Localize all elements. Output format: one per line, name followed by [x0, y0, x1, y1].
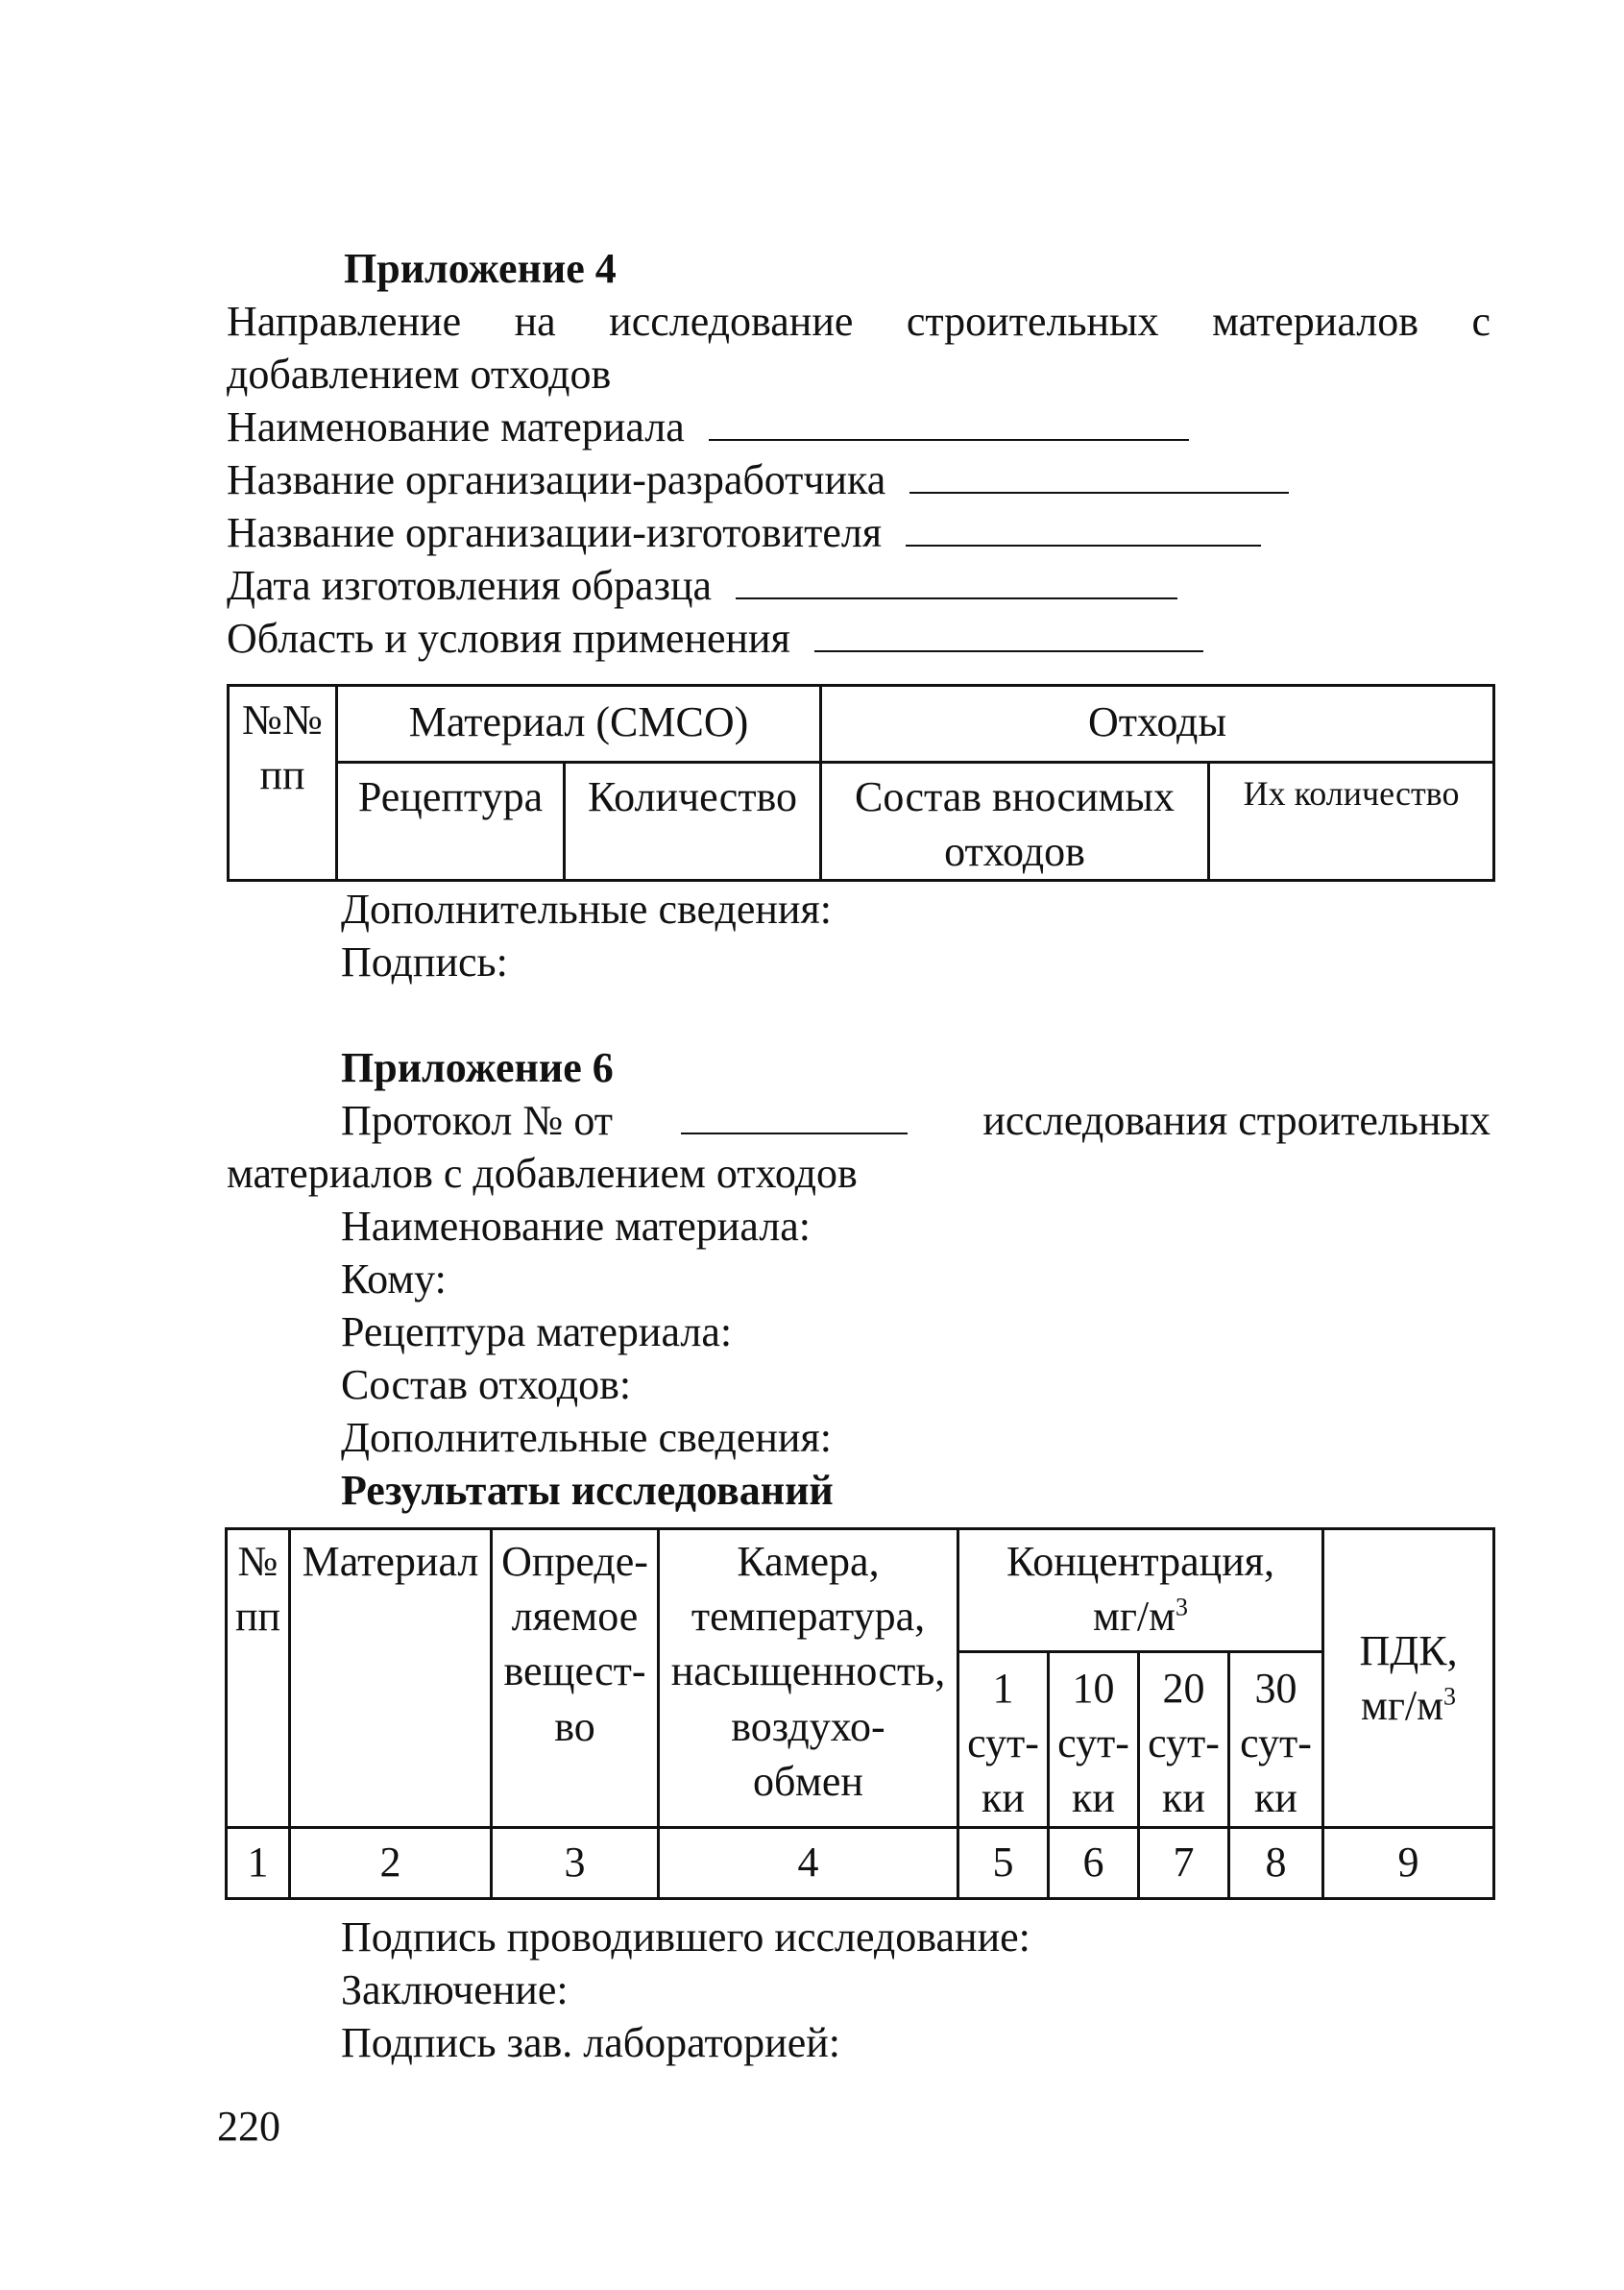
protocol-line: [341, 1097, 1491, 1144]
appendix-4-extra-info: Дополнительные сведения:: [341, 886, 832, 933]
results-day-20: 20 сут- ки: [1139, 1652, 1229, 1828]
referral-group-material: Материал (СМСО): [337, 686, 821, 763]
results-col-number: № пп: [227, 1529, 290, 1828]
protocol-line2: материалов с добавлением отходов: [227, 1150, 858, 1197]
referral-col-waste-composition: Состав вносимых отходов: [821, 763, 1209, 881]
field-manufacturer-blank[interactable]: [906, 516, 1261, 547]
results-table: [225, 1527, 1495, 1900]
appendix-4-signature: Подпись:: [341, 938, 508, 986]
protocol-prefix: Протокол № от: [341, 1097, 613, 1144]
field-manufacturer-label: Название организации-изготовителя: [227, 509, 883, 556]
appendix-4-title-line1: Направление на исследование строительных материалов с: [227, 298, 1491, 345]
results-number-cell: 8: [1229, 1827, 1323, 1898]
referral-table: [227, 684, 1495, 882]
appendix-6-recipe: Рецептура материала:: [341, 1308, 733, 1355]
field-scope-blank[interactable]: [814, 621, 1203, 652]
field-developer-label: Название организации-разработчика: [227, 456, 886, 503]
referral-col-quantity: Количество: [565, 763, 821, 881]
results-number-cell: 4: [659, 1827, 958, 1898]
results-number-cell: 9: [1323, 1827, 1494, 1898]
referral-col-waste-quantity: Их количество: [1209, 763, 1494, 881]
field-sample-date-label: Дата изготовления образца: [227, 562, 713, 609]
results-day-10: 10 сут- ки: [1049, 1652, 1139, 1828]
sign-lab-head: Подпись зав. лабораторией:: [341, 2019, 841, 2066]
appendix-6-to: Кому:: [341, 1255, 447, 1303]
results-col-pdk: ПДК, $мг/м^3$: [1323, 1529, 1494, 1828]
results-col-concentration: Концентрация, $мг/м^3$: [958, 1529, 1323, 1652]
results-col-chamber: Камера, температура, насыщенность, воздухо- обмен: [659, 1529, 958, 1828]
field-sample-date-blank[interactable]: [736, 569, 1177, 599]
appendix-4-title-line2: добавлением отходов: [227, 351, 612, 398]
field-material-name: [227, 403, 1189, 451]
results-number-cell: 5: [958, 1827, 1049, 1898]
field-material-name-blank[interactable]: [709, 410, 1189, 441]
appendix-6-material: Наименование материала:: [341, 1203, 811, 1250]
protocol-suffix: исследования строительных: [982, 1097, 1491, 1144]
referral-col-number: №№ пп: [229, 686, 337, 881]
conclusion: Заключение:: [341, 1966, 569, 2013]
field-sample-date: [227, 562, 1177, 609]
field-material-name-label: Наименование материала: [227, 403, 685, 451]
results-col-material: Материал: [290, 1529, 492, 1828]
results-col-substance: Опреде- ляемое вещест- во: [492, 1529, 659, 1828]
results-day-1: 1 сут- ки: [958, 1652, 1049, 1828]
results-number-cell: 1: [227, 1827, 290, 1898]
appendix-6-extra: Дополнительные сведения:: [341, 1414, 832, 1461]
page-number: 220: [217, 2103, 280, 2150]
appendix-6-heading: Приложение 6: [341, 1044, 614, 1091]
sign-researcher: Подпись проводившего исследование:: [341, 1913, 1030, 1961]
results-heading: Результаты исследований: [341, 1467, 834, 1514]
results-number-cell: 2: [290, 1827, 492, 1898]
referral-group-waste: Отходы: [821, 686, 1494, 763]
appendix-4-heading: Приложение 4: [344, 245, 617, 292]
field-developer: [227, 456, 1289, 503]
field-scope: [227, 615, 1203, 662]
field-developer-blank[interactable]: [909, 463, 1289, 494]
results-day-30: 30 сут- ки: [1229, 1652, 1323, 1828]
results-number-cell: 3: [492, 1827, 659, 1898]
field-manufacturer: [227, 509, 1261, 556]
appendix-6-waste: Состав отходов:: [341, 1361, 632, 1408]
referral-col-recipe: Рецептура: [337, 763, 565, 881]
field-scope-label: Область и условия применения: [227, 615, 790, 662]
results-number-cell: 6: [1049, 1827, 1139, 1898]
results-number-cell: 7: [1139, 1827, 1229, 1898]
protocol-date-blank[interactable]: [681, 1104, 908, 1134]
